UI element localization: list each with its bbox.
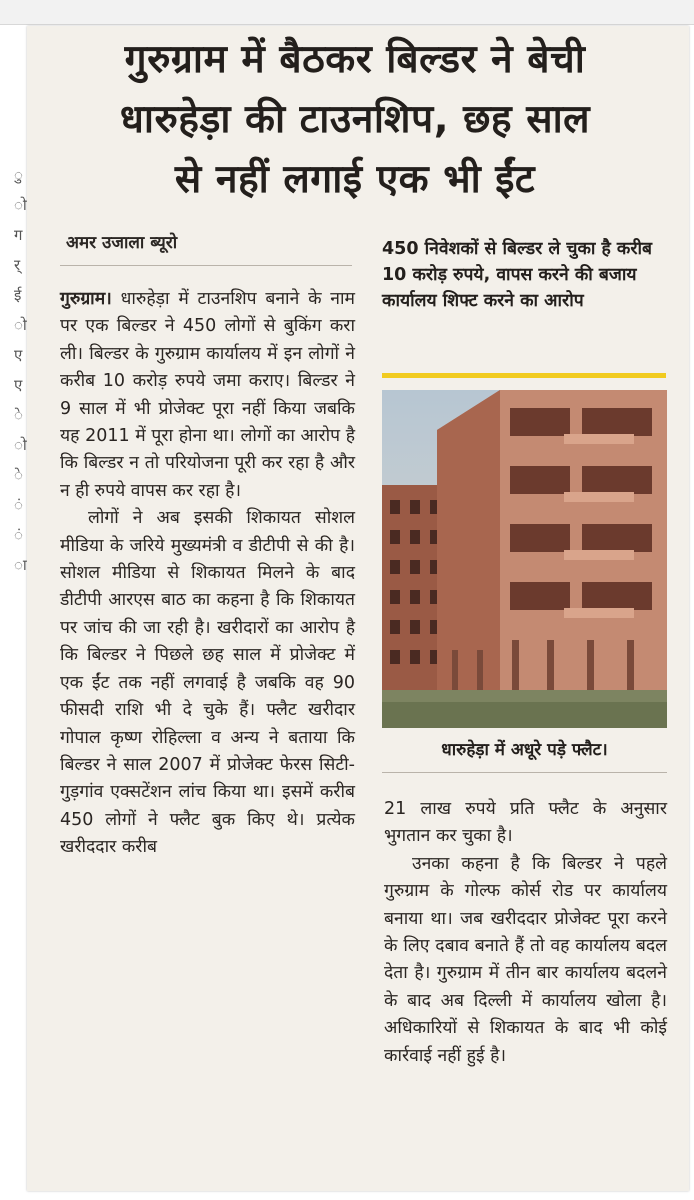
article-paragraph: उनका कहना है कि बिल्डर ने पहले गुरुग्राम के गोल्फ कोर्स रोड पर कार्यालय बनाया था। जब खरीददार प्रोजेक्ट पूरा करने के लिए दबाव बनाते हैं तो वह कार्यालय बदल देता है। गुरुग्राम में तीन बार कार्यालय बदलने के बाद अब दिल्ली में कार्यालय खोला है। अधिकारियों से शिकायत के बाद भी कोई कार्रवाई नहीं हुई है। [384, 853, 667, 1066]
byline: अमर उजाला ब्यूरो [66, 233, 178, 253]
byline-divider [60, 265, 352, 266]
margin-fragment: े [14, 466, 23, 484]
adjacent-column-fragments [14, 160, 28, 1140]
headline-line-1: गुरुग्राम में बैठकर बिल्डर ने बेची [124, 37, 586, 82]
margin-fragment: ो [14, 196, 27, 214]
margin-fragment: ो [14, 436, 27, 454]
margin-fragment: ो [14, 316, 27, 334]
margin-fragment: ए [14, 346, 23, 364]
margin-fragment: ए [14, 376, 23, 394]
article-column-2 [384, 796, 667, 1070]
margin-fragment: े [14, 406, 23, 424]
photo-caption: धारुहेड़ा में अधूरे पड़े फ्लैट। [441, 740, 608, 760]
screenshot-top-bar [0, 0, 694, 25]
headline-line-2: धारुहेड़ा की टाउनशिप, छह साल [119, 97, 591, 142]
building-photo [382, 390, 667, 728]
headline-line-3: से नहीं लगाई एक भी ईंट [174, 157, 536, 202]
article-paragraph [60, 286, 355, 505]
subheadline: 450 निवेशकों से बिल्डर ले चुका है करीब 10 करोड़ रुपये, वापस करने की बजाय कार्यालय शिफ्ट करने का आरोप [382, 239, 653, 311]
margin-fragment: ई [14, 286, 22, 304]
caption-divider [382, 772, 667, 773]
accent-divider [382, 373, 666, 378]
margin-fragment: र् [14, 256, 21, 274]
article-paragraph: लोगों ने अब इसकी शिकायत सोशल मीडिया के जरिये मुख्यमंत्री व डीटीपी से की है। सोशल मीडिया से शिकायत मिलने के बाद डीटीपी आरएस बाठ का कहना है कि शिकायत पर जांच की जा रही है। खरीदारों का आरोप है कि बिल्डर ने पिछले छह साल में प्रोजेक्ट में एक ईंट तक नहीं लगवाई है जबकि वह 90 फीसदी राशि भी दे चुके हैं। फ्लैट खरीदार गोपाल कृष्ण रोहिल्ला व अन्य ने बताया कि बिल्डर ने साल 2007 में प्रोजेक्ट फेरस सिटी- गुड़गांव एक्सटेंशन लांच किया था। इसमें करीब 450 लोगों ने फ्लैट बुक किए थे। प्रत्येक खरीददार करीब [60, 508, 355, 858]
margin-fragment: ग [14, 226, 23, 244]
article-column-1 [60, 286, 355, 862]
article-paragraph: 21 लाख रुपये प्रति फ्लैट के अनुसार भुगतान कर चुका है। [384, 799, 667, 847]
margin-fragment: ा [14, 556, 27, 574]
headline [40, 30, 670, 210]
dateline: गुरुग्राम। [60, 289, 112, 309]
margin-fragment: ु [14, 166, 23, 184]
paragraph-text: धारुहेड़ा में टाउनशिप बनाने के नाम पर एक बिल्डर ने 450 लोगों से बुकिंग करा ली। बिल्डर के गुरुग्राम कार्यालय में इन लोगों ने करीब 10 करोड़ रुपये जमा कराए। बिल्डर ने 9 साल में भी प्रोजेक्ट पूरा नहीं किया जबकि यह 2011 में पूरा होना था। लोगों का आरोप है कि बिल्डर न तो परियोजना पूरी कर रहा है और न ही रुपये वापस कर रहा है। [60, 289, 355, 501]
margin-fragment: ं [14, 526, 23, 544]
margin-fragment: ं [14, 496, 23, 514]
